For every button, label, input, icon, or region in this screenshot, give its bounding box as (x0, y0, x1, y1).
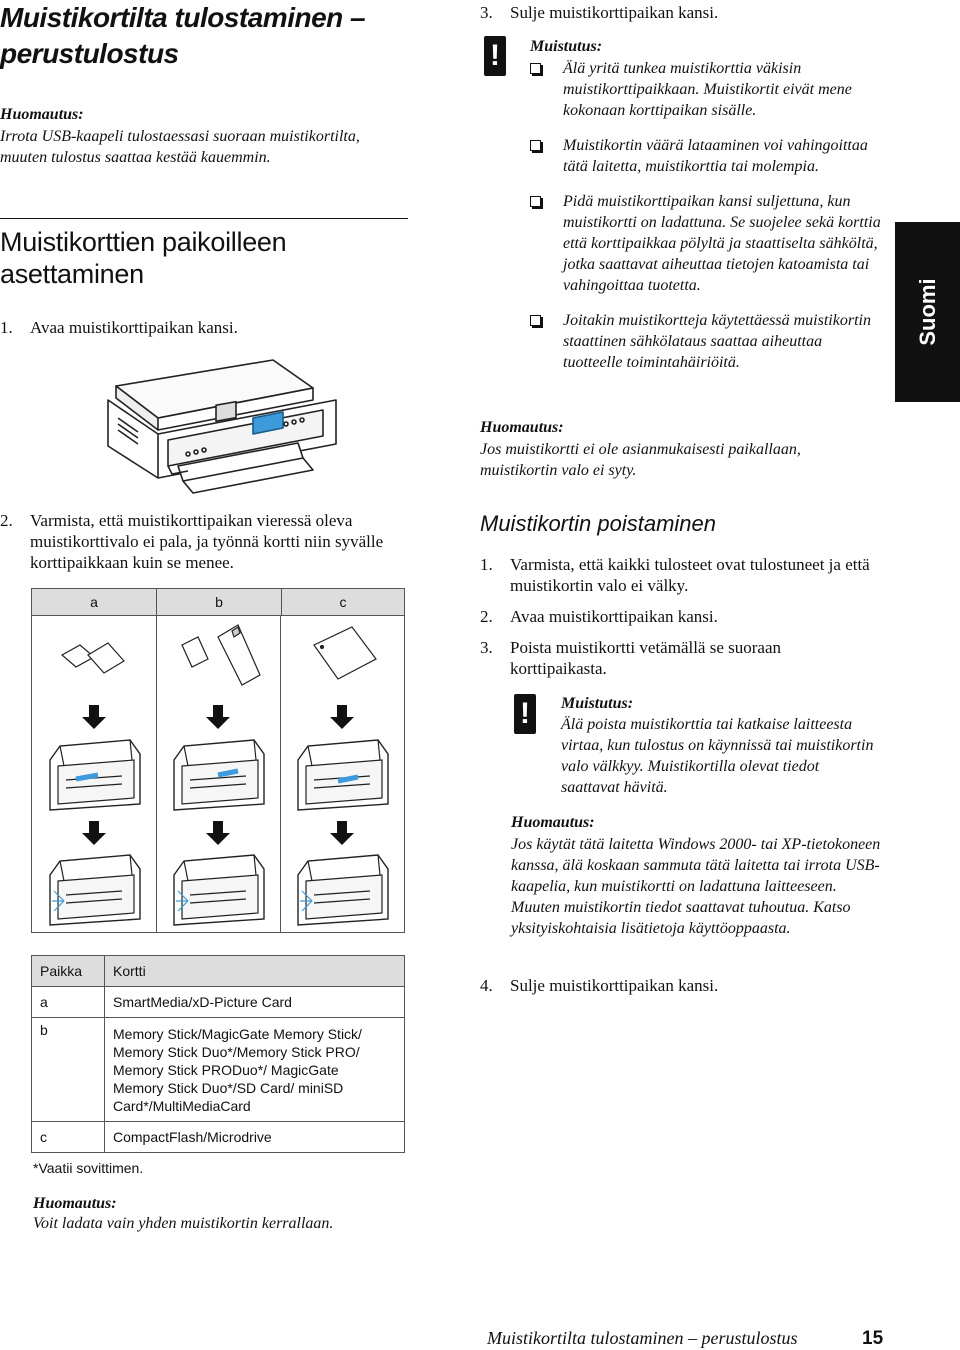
step-text: Avaa muistikorttipaikan kansi. (510, 607, 718, 626)
note-text: Voit ladata vain yhden muistikortin kerrallaan. (33, 1215, 334, 1232)
step-number: 1. (480, 555, 493, 574)
diagram-col-b: b (157, 589, 282, 615)
caution-text: Älä poista muistikorttia tai katkaise laitteesta virtaa, kun tulostus on käynnissä tai muistikortin valo välkkyy. Muistikortilla olevat tiedot saattavat hävitä. (561, 716, 874, 796)
note-heading: Huomautus: (511, 814, 595, 831)
table-cell-slot: a (32, 987, 105, 1018)
table-header-slot: Paikka (32, 956, 105, 987)
checkbox-bullet-icon (530, 63, 541, 74)
step-1 (0, 317, 400, 338)
card-table (31, 955, 405, 1153)
step-item (480, 637, 880, 679)
page-number: 15 (862, 1328, 884, 1349)
note-text: Jos käytät tätä laitetta Windows 2000- tai XP-tietokoneen kanssa, älä koskaan sammuta tätä laitetta tai irrota USB-kaapelia, kun muistikortti on ladattuna laitteeseen. Muuten muistikortin tiedot saattavat tuhoutua. Katso yksityiskohtaisia lisätietoja käyttöoppaasta. (511, 836, 881, 937)
step-number: 3. (480, 638, 493, 657)
step-item (480, 606, 880, 627)
caution-bullet (530, 58, 885, 121)
section-title: Muistikortin poistaminen (480, 511, 716, 536)
page-title: Muistikortilta tulostaminen – perustulostus (0, 2, 366, 69)
note-heading: Huomautus: (0, 106, 84, 123)
table-cell-card: SmartMedia/xD-Picture Card (105, 987, 405, 1018)
bullet-text: Muistikortin väärä lataaminen voi vahingoittaa tätä laitetta, muistikorttia tai molempia. (563, 137, 868, 175)
language-tab-label: Suomi (914, 278, 940, 346)
removal-steps (480, 554, 880, 679)
table-row (32, 1018, 405, 1122)
table-cell-card: CompactFlash/Microdrive (105, 1122, 405, 1153)
section-title: Muistikorttien paikoilleen asettaminen (0, 227, 287, 289)
note-heading: Huomautus: (33, 1195, 117, 1212)
caution-bullet (530, 135, 885, 177)
bullet-text: Joitakin muistikortteja käytettäessä muistikortin staattinen sähkölataus saattaa aiheuttaa tuotteelle toimintahäiriöitä. (563, 312, 871, 371)
card-diagram (31, 588, 405, 933)
step-text: Sulje muistikorttipaikan kansi. (510, 976, 719, 995)
step-text: Poista muistikortti vetämällä se suoraan korttipaikasta. (510, 638, 782, 678)
step-text: Sulje muistikorttipaikan kansi. (510, 3, 719, 22)
diagram-col-c: c (339, 594, 347, 610)
caution-bullet (530, 310, 885, 373)
language-tab (895, 222, 960, 402)
caution-icon: ! (514, 694, 536, 734)
note-text: Irrota USB-kaapeli tulostaessasi suoraan muistikortilta, muuten tulostus saattaa kestää kauemmin. (0, 128, 360, 166)
step-number: 4. (480, 976, 493, 995)
bullet-text: Älä yritä tunkea muistikorttia väkisin muistikorttipaikkaan. Muistikortit eivät mene kokonaan korttipaikan sisälle. (563, 60, 852, 119)
caution-bullet-list (530, 58, 885, 387)
caution-icon: ! (484, 36, 506, 76)
step-3-close (480, 2, 880, 23)
step-number: 1. (0, 318, 13, 337)
step-text: Varmista, että kaikki tulosteet ovat tulostuneet ja että muistikortin valo ei välky. (510, 555, 870, 595)
table-cell-card: Memory Stick/MagicGate Memory Stick/ Memory Stick Duo*/Memory Stick PRO/ Memory Stick PRODuo*/ MagicGate Memory Stick Duo*/SD Card/ miniSD Card*/MultiMediaCard (105, 1018, 405, 1122)
table-cell-slot: c (32, 1122, 105, 1153)
diagram-drawings (32, 615, 404, 932)
footer-title: Muistikortilta tulostaminen – perustulostus (487, 1328, 798, 1348)
caution-heading: Muistutus: (561, 695, 634, 712)
diagram-header (32, 589, 404, 616)
printer-illustration (98, 348, 408, 498)
bullet-text: Pidä muistikorttipaikan kansi suljettuna, kun muistikortti on ladattuna. Se suojelee sekä korttia että korttipaikkaa pölyltä ja staattiselta sähköltä, jotka saattavat aiheuttaa tietojen katoamista tai vahingoittaa tuotetta. (563, 193, 881, 294)
step-number: 2. (480, 607, 493, 626)
step-text: Varmista, että muistikorttipaikan vieressä oleva muistikorttivalo ei pala, ja työnnä kortti niin syvälle korttipaikkaan kuin se menee. (30, 511, 384, 572)
checkbox-bullet-icon (530, 196, 541, 207)
step-4 (480, 975, 880, 996)
checkbox-bullet-icon (530, 140, 541, 151)
table-row (32, 987, 405, 1018)
footnote: *Vaatii sovittimen. (33, 1160, 144, 1176)
caution-bullet (530, 191, 885, 296)
table-row (32, 1122, 405, 1153)
table-header-card: Kortti (105, 956, 405, 987)
step-text: Avaa muistikorttipaikan kansi. (30, 318, 238, 337)
checkbox-bullet-icon (530, 315, 541, 326)
note-heading: Huomautus: (480, 419, 564, 436)
step-number: 3. (480, 3, 493, 22)
caution-heading: Muistutus: (530, 38, 603, 55)
section-divider (0, 218, 408, 219)
step-number: 2. (0, 511, 13, 530)
note-text: Jos muistikortti ei ole asianmukaisesti paikallaan, muistikortin valo ei syty. (480, 441, 801, 479)
step-2 (0, 510, 402, 573)
step-item (480, 554, 880, 596)
table-cell-slot: b (32, 1018, 105, 1122)
diagram-col-a: a (32, 589, 157, 615)
